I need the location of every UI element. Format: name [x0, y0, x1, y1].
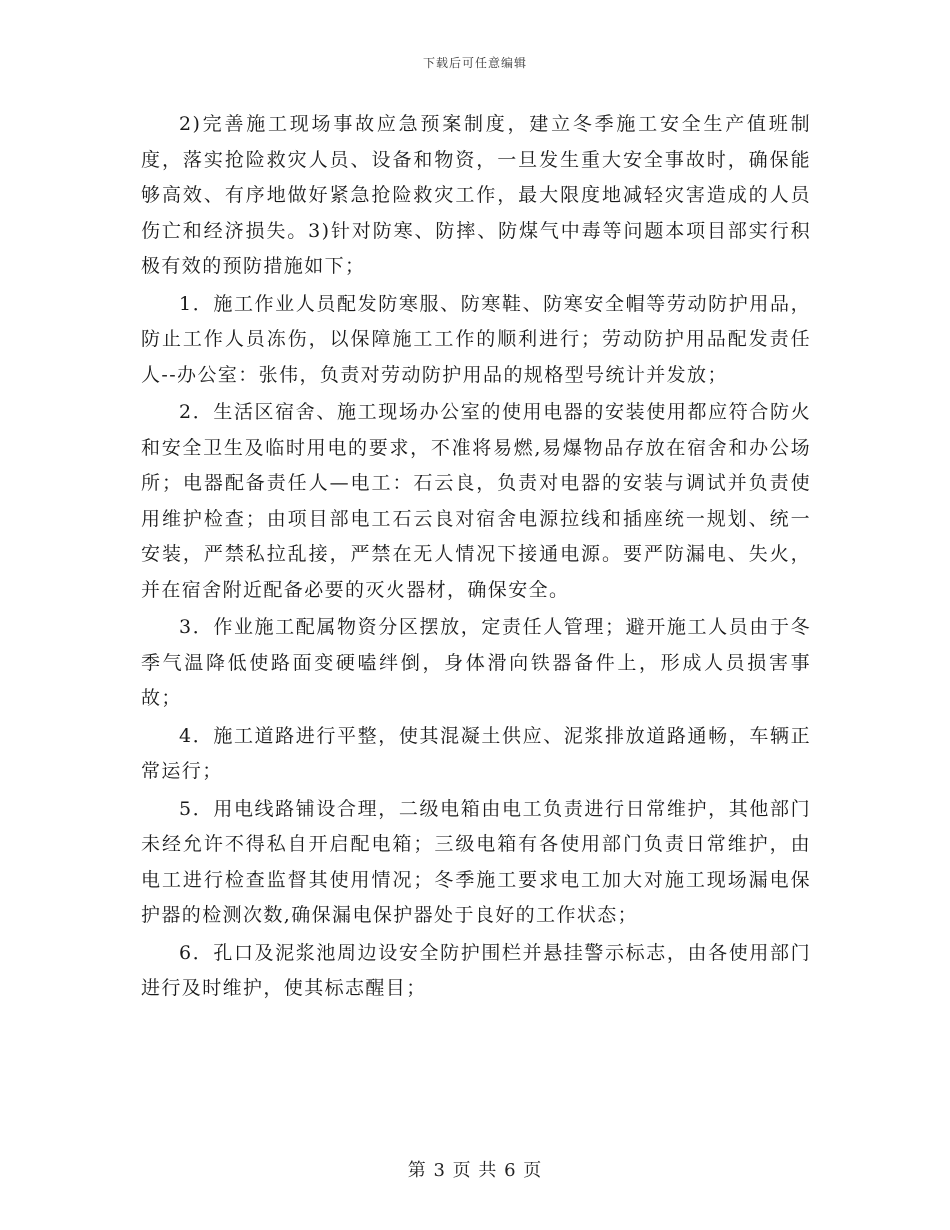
paragraph-item-4-road-maintenance: 4．施工道路进行平整，使其混凝土供应、泥浆排放道路通畅，车辆正常运行；	[141, 724, 811, 782]
paragraph-item-2-electrical-safety: 2．生活区宿舍、施工现场办公室的使用电器的安装使用都应符合防火和安全卫生及临时用电的要求，不准将易燃,易爆物品存放在宿舍和办公场所；电器配备责任人—电工：石云良，负责对电器的安装与调试并负责使用维护检查；由项目部电工石云良对宿舍电源拉线和插座统一规划、统一安装，严禁私拉乱接，严禁在无人情况下接通电源。要严防漏电、失火，并在宿舍附近配备必要的灭火器材，确保安全。	[141, 401, 811, 601]
page-number: 第 3 页 共 6 页	[407, 1160, 543, 1181]
paragraph-item-3-material-storage: 3．作业施工配属物资分区摆放，定责任人管理；避开施工人员由于冬季气温降低使路面变硬嗑绊倒，身体滑向铁器备件上，形成人员损害事故；	[141, 616, 811, 709]
paragraph-item-5-power-lines: 5．用电线路铺设合理，二级电箱由电工负责进行日常维护，其他部门未经允许不得私自开启配电箱；三级电箱有各使用部门负责日常维护，由电工进行检查监督其使用情况；冬季施工要求电工加大对施工现场漏电保护器的检测次数,确保漏电保护器处于良好的工作状态；	[141, 797, 811, 926]
paragraph-item-6-guardrails: 6．孔口及泥浆池周边设安全防护围栏并悬挂警示标志，由各使用部门进行及时维护，使其标志醒目；	[141, 941, 811, 999]
paragraph-emergency-plan: 2)完善施工现场事故应急预案制度，建立冬季施工安全生产值班制度，落实抢险救灾人员、设备和物资，一旦发生重大安全事故时，确保能够高效、有序地做好紧急抢险救灾工作，最大限度地减轻灾害造成的人员伤亡和经济损失。3)针对防寒、防摔、防煤气中毒等问题本项目部实行积极有效的预防措施如下；	[141, 113, 811, 277]
document-body	[141, 107, 811, 1007]
page-header: 下载后可任意编辑	[422, 56, 527, 70]
paragraph-item-1-protective-gear: 1．施工作业人员配发防寒服、防寒鞋、防寒安全帽等劳动防护用品，防止工作人员冻伤，以保障施工工作的顺利进行；劳动防护用品配发责任人--办公室：张伟，负责对劳动防护用品的规格型号统计并发放；	[141, 292, 811, 386]
